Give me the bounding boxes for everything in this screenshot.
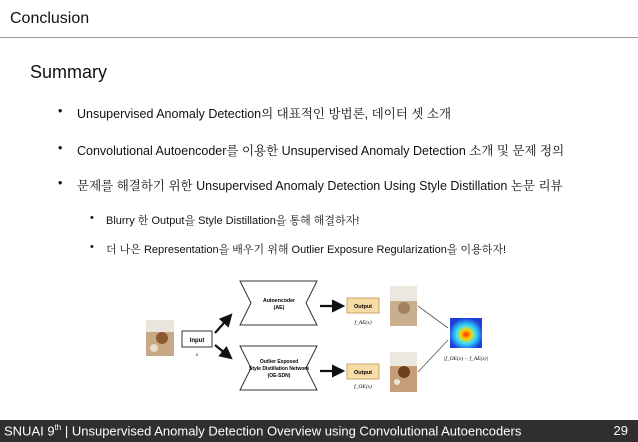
section-title: Summary <box>30 62 108 82</box>
arrow-to-ae <box>215 315 231 333</box>
footer-sup: th <box>54 423 62 432</box>
input-image <box>146 320 174 356</box>
arrow-to-oe <box>215 345 231 358</box>
sub-bullet-item-2 <box>90 241 507 257</box>
slide-footer <box>0 420 638 442</box>
bullet-text: Convolutional Autoencoder를 이용한 Unsupervised Anomaly Detection 소개 및 문제 정의 <box>77 144 565 158</box>
footer-prefix: SNUAI 9 <box>4 423 55 439</box>
footer-title <box>4 423 521 438</box>
oe-output-image <box>390 352 417 392</box>
sub-bullet-item-1 <box>90 212 360 228</box>
sub-bullet-text: Blurry 한 Output을 Style Distillation을 통해 해결하자! <box>106 215 360 227</box>
bullet-dot: • <box>58 104 63 118</box>
f-oe-label: f_OE(x) <box>354 384 372 390</box>
bullet-item-2 <box>58 141 565 159</box>
bullet-dot: • <box>90 212 94 224</box>
footer-suffix: | Unsupervised Anomaly Detection Overview using Convolutional Autoencoders <box>61 423 522 439</box>
bullet-dot: • <box>90 241 94 253</box>
connector-ae <box>418 306 448 328</box>
f-ae-label: f_AE(x) <box>354 320 372 326</box>
page-number: 29 <box>613 423 628 438</box>
ae-title: Autoencoder <box>263 298 295 304</box>
slide-header-title: Conclusion <box>10 10 90 27</box>
bullet-text: Unsupervised Anomaly Detection의 대표적인 방법론, 데이터 셋 소개 <box>77 107 452 121</box>
oe-line-1: Outlier Exposed <box>259 359 299 365</box>
ae-sub: (AE) <box>273 305 285 311</box>
oe-line-2: Style Distillation Network <box>248 366 310 372</box>
bullet-dot: • <box>58 141 63 155</box>
bullet-item-1 <box>58 104 452 122</box>
architecture-diagram <box>140 276 500 394</box>
difference-formula: |f_OE(x) − f_AE(x)| <box>443 356 489 362</box>
header-divider <box>0 37 638 38</box>
input-label: Input <box>189 338 205 344</box>
sub-bullet-text: 더 나은 Representation을 배우기 위해 Outlier Exposure Regularization을 이용하자! <box>106 244 507 256</box>
ae-output-label: Output <box>353 304 373 310</box>
bullet-item-3 <box>58 176 563 194</box>
oe-output-label: Output <box>353 370 373 376</box>
anomaly-heatmap <box>450 318 482 348</box>
bullet-dot: • <box>58 176 63 190</box>
bullet-text: 문제를 해결하기 위한 Unsupervised Anomaly Detection Using Style Distillation 논문 리뷰 <box>77 179 563 193</box>
ae-output-image <box>390 286 417 326</box>
input-var: x <box>195 352 199 358</box>
oe-line-3: (OE-SDN) <box>267 373 291 379</box>
